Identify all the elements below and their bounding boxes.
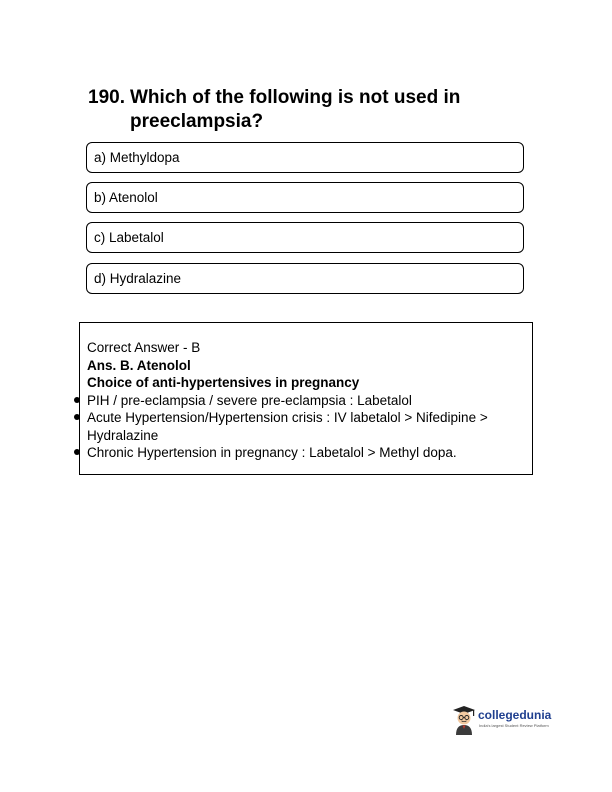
collegedunia-logo	[452, 705, 562, 737]
option-c[interactable]	[86, 222, 524, 253]
answer-line: Ans. B. Atenolol	[87, 357, 191, 373]
answer-bullet-list	[87, 392, 527, 462]
student-mascot-icon	[452, 705, 476, 735]
answer-bullet-item	[87, 444, 527, 462]
answer-heading: Choice of anti-hypertensives in pregnancy	[87, 375, 360, 390]
option-a[interactable]	[86, 142, 524, 173]
answer-bullet-text: PIH / pre-eclampsia / severe pre-eclampsia : Labetalol	[87, 392, 412, 408]
option-a-label: a) Methyldopa	[94, 150, 180, 165]
correct-answer-line: Correct Answer - B	[87, 340, 201, 355]
option-c-label: c) Labetalol	[94, 230, 164, 245]
answer-bullet-text: Acute Hypertension/Hypertension crisis : IV labetalol > Nifedipine > Hydralazine	[87, 410, 488, 443]
answer-bullet-item	[87, 392, 527, 410]
answer-content	[87, 339, 527, 462]
option-b-label: b) Atenolol	[94, 190, 158, 205]
logo-name: collegedunia	[478, 708, 552, 722]
bullet-dot-icon	[74, 397, 80, 403]
option-b[interactable]	[86, 182, 524, 213]
answer-bullet-item	[87, 409, 527, 444]
option-d-label: d) Hydralazine	[94, 271, 182, 286]
bullet-dot-icon	[74, 449, 80, 455]
question-text: Which of the following is not used in preeclampsia?	[130, 87, 461, 132]
question-heading	[88, 86, 528, 134]
option-d[interactable]	[86, 263, 524, 294]
answer-bullet-text: Chronic Hypertension in pregnancy : Labetalol > Methyl dopa.	[87, 445, 457, 460]
logo-tagline: India's largest Student Review Platform	[479, 723, 549, 728]
bullet-dot-icon	[74, 414, 80, 420]
question-number: 190.	[88, 87, 125, 108]
